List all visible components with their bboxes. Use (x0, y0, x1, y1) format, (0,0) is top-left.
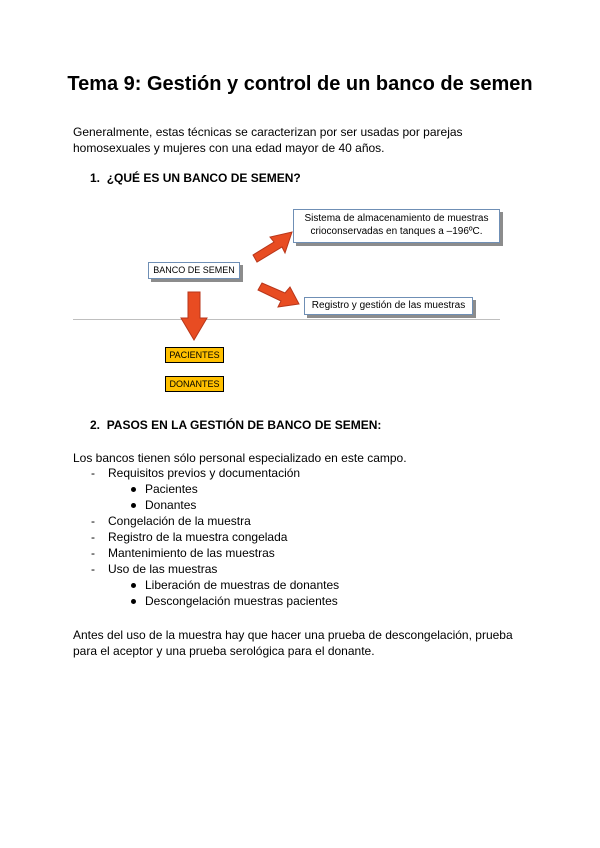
dash-bullet: - (91, 514, 95, 528)
dash-bullet: - (91, 546, 95, 560)
bullet-dot-icon (131, 503, 136, 508)
pacientes-box: PACIENTES (165, 347, 224, 363)
donantes-box: DONANTES (165, 376, 224, 392)
page-title: Tema 9: Gestión y control de un banco de semen (67, 73, 533, 95)
list-item: Registro de la muestra congelada (108, 530, 288, 544)
dash-bullet: - (91, 562, 95, 576)
section-number: 2. (90, 418, 101, 432)
sub-list-item: Pacientes (145, 482, 198, 496)
list-item: Requisitos previos y documentación (108, 466, 301, 480)
dash-bullet: - (91, 530, 95, 544)
diagram-arrows (0, 0, 600, 400)
storage-box-line: Sistema de almacenamiento de muestras (304, 213, 489, 224)
closing-line: para el aceptor y una prueba serológica para el donante. (73, 644, 375, 658)
intro-line: Generalmente, estas técnicas se caracterizan por ser usadas por parejas (73, 125, 463, 139)
banco-box: BANCO DE SEMEN (148, 262, 240, 279)
sub-list-item: Liberación de muestras de donantes (145, 578, 340, 592)
section-title: PASOS EN LA GESTIÓN DE BANCO DE SEMEN: (106, 418, 382, 432)
sub-list-item: Donantes (145, 498, 197, 512)
bullet-dot-icon (131, 583, 136, 588)
sub-list-item: Descongelación muestras pacientes (145, 594, 338, 608)
dash-bullet: - (91, 466, 95, 480)
arrow-down-right-icon (258, 283, 299, 307)
list-item: Mantenimiento de las muestras (108, 546, 275, 560)
closing-line: Antes del uso de la muestra hay que hacer una prueba de descongelación, prueba (73, 628, 513, 642)
registro-box: Registro y gestión de las muestras (304, 297, 473, 315)
section-number: 1. (90, 171, 101, 185)
storage-box-line: crioconservadas en tanques a –196ºC. (310, 226, 483, 237)
bullet-dot-icon (131, 599, 136, 604)
list-item: Uso de las muestras (108, 562, 218, 576)
section2-heading (90, 418, 381, 432)
intro-line: homosexuales y mujeres con una edad mayor de 40 años. (73, 141, 385, 155)
arrow-up-right-icon (253, 232, 292, 262)
closing-paragraph (73, 627, 513, 659)
section-title: ¿QUÉ ES UN BANCO DE SEMEN? (106, 171, 301, 185)
list-item: Congelación de la muestra (108, 514, 251, 528)
staff-text: Los bancos tienen sólo personal especializado en este campo. (73, 451, 407, 465)
bullet-dot-icon (131, 487, 136, 492)
arrow-down-icon (181, 292, 207, 340)
